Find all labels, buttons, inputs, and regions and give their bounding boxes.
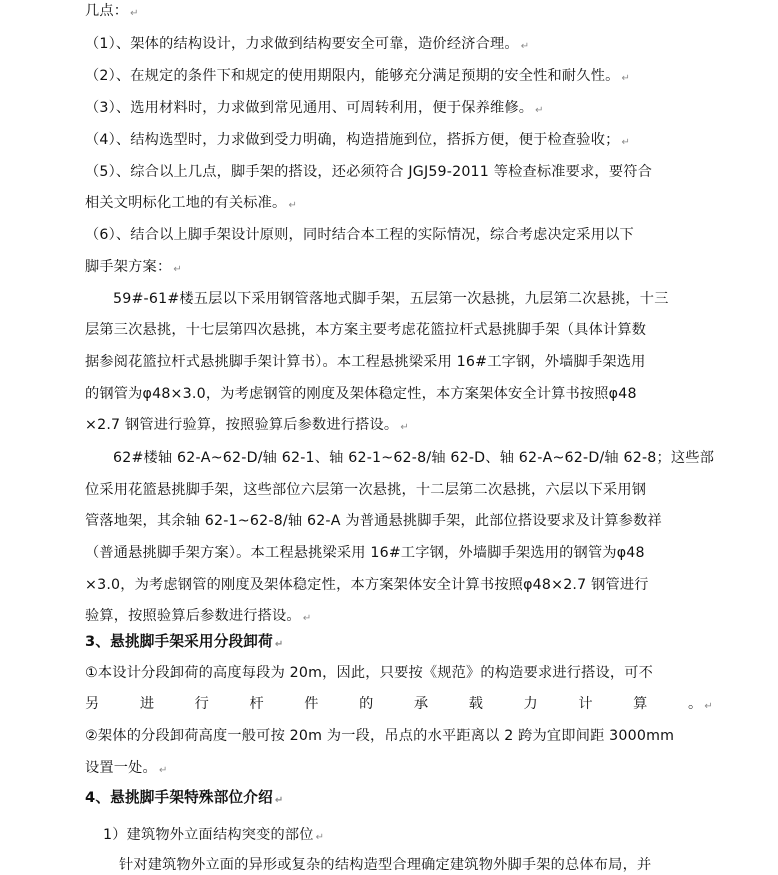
- text-line-text: 验算，按照验算后参数进行搭设。: [85, 608, 301, 624]
- text-line-text: ×3.0，为考虑钢管的刚度及架体稳定性，本方案架体安全计算书按照φ48×2.7 钢管进行: [85, 577, 649, 593]
- paragraph-mark-icon: ↵: [400, 422, 409, 433]
- text-line: [85, 663, 653, 683]
- paragraph-mark-icon: ↵: [621, 73, 631, 84]
- text-line-text: 据参阅花篮拉杆式悬挑脚手架计算书）。本工程悬挑梁采用 16#工字钢，外墙脚手架选用: [85, 354, 646, 370]
- section-heading-text: 3、悬挑脚手架采用分段卸荷: [85, 633, 273, 650]
- text-line: [85, 34, 529, 57]
- text-line-text: ①本设计分段卸荷的高度每段为 20m，因此，只要按《规范》的构造要求进行搭设，可不: [85, 665, 654, 681]
- justified-char: 载: [468, 696, 484, 712]
- text-line-text: 设置一处。: [85, 760, 157, 776]
- text-line: [85, 758, 168, 781]
- text-line-text: （1）、架体的结构设计，力求做到结构要安全可靠，造价经济合理。: [85, 36, 519, 52]
- justified-char: 力: [523, 696, 538, 712]
- section-heading: [85, 788, 283, 811]
- text-line: [113, 448, 714, 468]
- justified-char: 另: [85, 696, 100, 712]
- text-line: [85, 193, 297, 216]
- justified-text-line: [85, 694, 713, 717]
- paragraph-mark-icon: ↵: [520, 41, 530, 52]
- justified-char: 行: [194, 696, 210, 712]
- justified-char: 进: [139, 696, 155, 712]
- justified-char: 计: [578, 696, 593, 712]
- text-line-text: （4）、结构选型时，力求做到受力明确，构造措施到位，搭拆方便，便于检查验收；: [85, 132, 620, 148]
- text-line: [85, 130, 630, 153]
- text-line: [119, 855, 651, 875]
- paragraph-mark-icon: ↵: [315, 832, 325, 843]
- text-line-text: 管落地架，其余轴 62-1~62-8/轴 62-A 为普通悬挑脚手架，此部位搭设要求及计算参数祥: [85, 513, 662, 529]
- paragraph-mark-icon: ↵: [302, 613, 312, 624]
- section-heading: [85, 632, 283, 655]
- justified-char: 。 ↵: [688, 694, 713, 717]
- text-line: [85, 257, 182, 280]
- text-line: [85, 98, 544, 121]
- text-line-text: 相关文明标化工地的有关标准。: [85, 195, 287, 211]
- justified-char: 承: [413, 696, 429, 712]
- text-line: [113, 289, 669, 309]
- paragraph-mark-icon: ↵: [288, 200, 298, 211]
- section-heading-text: 4、悬挑脚手架特殊部位介绍: [85, 789, 273, 806]
- text-line-text: ×2.7 钢管进行验算，按照验算后参数进行搭设。: [85, 417, 399, 433]
- text-line: [85, 511, 662, 531]
- justified-char: 的: [359, 696, 374, 712]
- text-line-text: 脚手架方案：: [85, 259, 172, 275]
- text-line: [85, 384, 637, 404]
- paragraph-mark-icon: ↵: [130, 8, 139, 19]
- text-line: [103, 825, 324, 848]
- text-line: [85, 543, 645, 563]
- text-line-text: （2）、在规定的条件下和规定的使用期限内，能够充分满足预期的安全性和耐久性。: [85, 68, 620, 84]
- paragraph-mark-icon: ↵: [158, 765, 168, 776]
- justified-char: 杆: [249, 696, 264, 712]
- text-line: [85, 606, 311, 629]
- text-line: [85, 66, 630, 89]
- text-line-text: 62#楼轴 62-A~62-D/轴 62-1、轴 62-1~62-8/轴 62-D、轴 62-A~62-D/轴 62-8；这些部: [113, 450, 715, 466]
- text-line: [85, 480, 646, 500]
- text-line-text: （普通悬挑脚手架方案）。本工程悬挑梁采用 16#工字钢，外墙脚手架选用的钢管为φ48: [85, 545, 645, 561]
- text-line: [85, 1, 139, 24]
- text-line: [85, 320, 646, 340]
- text-line: [85, 726, 674, 746]
- justified-char: 算: [633, 696, 648, 712]
- justified-char: 件: [304, 696, 319, 712]
- text-line: [85, 415, 409, 438]
- paragraph-mark-icon: ↵: [535, 105, 544, 116]
- text-line: [85, 225, 634, 245]
- text-line-text: 针对建筑物外立面的异形或复杂的结构造型合理确定建筑物外脚手架的总体布局，并: [119, 857, 652, 873]
- paragraph-mark-icon: ↵: [274, 639, 284, 650]
- text-line-text: 几点：: [85, 3, 129, 19]
- text-line: [85, 575, 649, 595]
- paragraph-mark-icon: ↵: [704, 701, 713, 712]
- text-line-text: （3）、选用材料时，力求做到常见通用、可周转利用，便于保养维修。: [85, 100, 534, 116]
- paragraph-mark-icon: ↵: [621, 137, 631, 148]
- paragraph-mark-icon: ↵: [274, 795, 284, 806]
- paragraph-mark-icon: ↵: [173, 264, 182, 275]
- text-line-text: （5）、综合以上几点，脚手架的搭设，还必须符合 JGJ59-2011 等检查标准要求，要符合: [85, 164, 652, 180]
- text-line-text: ②架体的分段卸荷高度一般可按 20m 为一段，吊点的水平距离以 2 跨为宜即间距 3000mm: [85, 728, 675, 744]
- text-line-text: 59#-61#楼五层以下采用钢管落地式脚手架，五层第一次悬挑，九层第二次悬挑，十三: [113, 291, 669, 307]
- text-line: [85, 162, 652, 182]
- text-line-text: 位采用花篮悬挑脚手架，这些部位六层第一次悬挑，十二层第二次悬挑，六层以下采用钢: [85, 482, 647, 498]
- text-line: [85, 352, 646, 372]
- text-line-text: 1）建筑物外立面结构突变的部位: [103, 827, 314, 843]
- text-line-text: 的钢管为φ48×3.0，为考虑钢管的刚度及架体稳定性，本方案架体安全计算书按照φ48: [85, 386, 637, 402]
- text-line-text: （6）、结合以上脚手架设计原则，同时结合本工程的实际情况，综合考虑决定采用以下: [85, 227, 634, 243]
- text-line-text: 层第三次悬挑，十七层第四次悬挑，本方案主要考虑花篮拉杆式悬挑脚手架（具体计算数: [85, 322, 647, 338]
